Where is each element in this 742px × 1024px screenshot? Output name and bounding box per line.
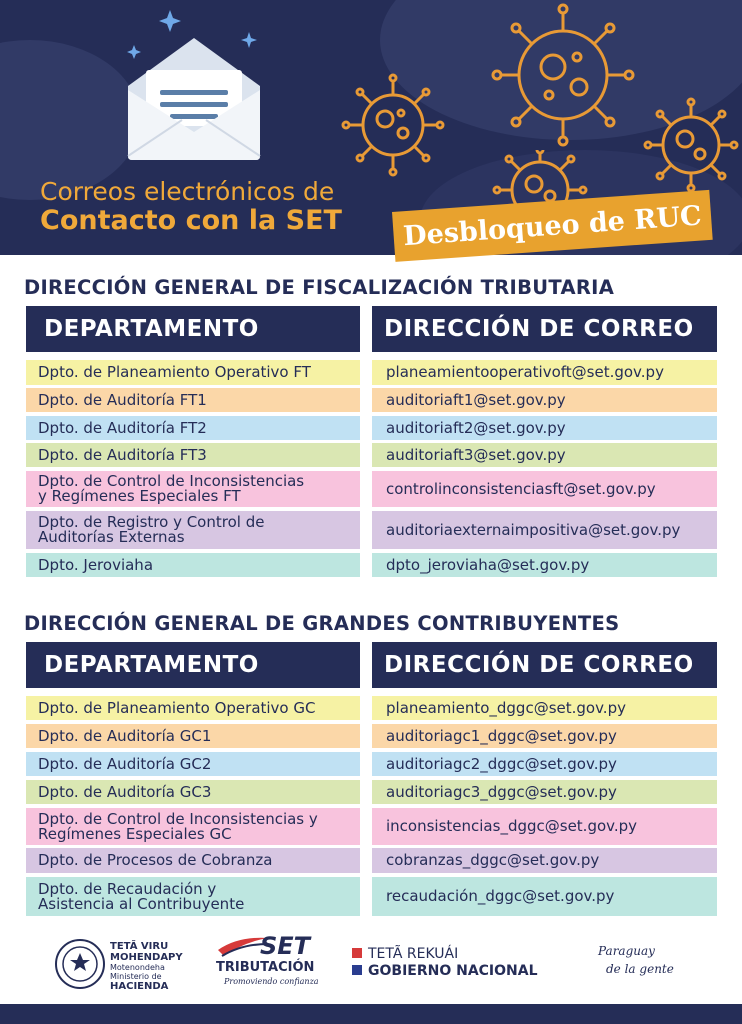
gobierno-logo-line2: GOBIERNO NACIONAL <box>368 963 538 979</box>
department-name-line1: Dpto. Jeroviaha <box>38 555 154 574</box>
header-title <box>40 178 342 236</box>
department-name <box>38 418 207 437</box>
department-name-line1: Dpto. de Auditoría GC1 <box>38 726 212 745</box>
department-cell <box>26 877 360 916</box>
department-cell <box>26 553 360 577</box>
hacienda-logo-line2: MOHENDAPY <box>110 952 183 963</box>
email-link[interactable]: inconsistencias_dggc@set.gov.py <box>386 817 638 835</box>
department-cell <box>26 808 360 845</box>
email-link[interactable]: planeamiento_dggc@set.gov.py <box>386 698 626 717</box>
department-name <box>38 390 207 409</box>
department-cell <box>26 511 360 549</box>
column-header-department: DEPARTAMENTO <box>26 642 360 688</box>
department-name-line1: Dpto. de Procesos de Cobranza <box>38 851 273 869</box>
department-name <box>38 754 212 773</box>
department-name-line2: Regímenes Especiales GC <box>38 824 232 843</box>
column-header-email: DIRECCIÓN DE CORREO <box>372 642 717 688</box>
email-cell <box>372 724 717 748</box>
department-cell <box>26 360 360 385</box>
gobierno-logo-line1: TETÃ REKUÁI <box>368 946 459 962</box>
email-link[interactable]: controlinconsistenciasft@set.gov.py <box>386 479 656 498</box>
email-cell <box>372 696 717 720</box>
department-cell <box>26 696 360 720</box>
email-cell <box>372 808 717 845</box>
footer-bar <box>0 1004 742 1024</box>
desbloqueo-badge: Desbloqueo de RUC <box>392 190 713 262</box>
department-name-line1: Dpto. de Auditoría GC3 <box>38 782 212 801</box>
email-link[interactable]: auditoriagc3_dggc@set.gov.py <box>386 782 617 801</box>
department-name-line1: Dpto. de Auditoría GC2 <box>38 754 212 773</box>
department-name-line1: Dpto. de Auditoría FT1 <box>38 390 207 409</box>
email-cell <box>372 416 717 440</box>
background-blob <box>0 40 140 200</box>
set-logo: SET <box>260 932 311 960</box>
department-name <box>38 474 304 504</box>
email-cell <box>372 877 717 916</box>
hacienda-logo-line3: Motenondeha <box>110 963 165 972</box>
set-logo-slogan: Promoviendo confianza <box>224 977 319 986</box>
email-link[interactable]: auditoriagc1_dggc@set.gov.py <box>386 726 617 745</box>
hacienda-seal-icon <box>54 938 106 990</box>
header-title-line2: Contacto con la SET <box>40 205 342 236</box>
column-header-department: DEPARTAMENTO <box>26 306 360 352</box>
department-name-line1: Dpto. de Auditoría FT2 <box>38 418 207 437</box>
envelope-icon <box>120 8 270 166</box>
email-cell <box>372 780 717 804</box>
hacienda-logo-line1: TETÃ VIRU <box>110 941 169 952</box>
department-name <box>38 853 272 868</box>
hacienda-logo-line4: Ministerio de <box>110 972 162 981</box>
department-name-line1: Dpto. de Planeamiento Operativo GC <box>38 698 316 717</box>
department-name-line2: Auditorías Externas <box>38 528 185 546</box>
set-logo-subtitle: TRIBUTACIÓN <box>216 960 315 975</box>
virus-icon <box>642 96 740 194</box>
email-link[interactable]: cobranzas_dggc@set.gov.py <box>386 851 600 869</box>
section-title-grandes-contribuyentes: DIRECCIÓN GENERAL DE GRANDES CONTRIBUYENTES <box>24 612 620 635</box>
email-cell <box>372 471 717 507</box>
email-link[interactable]: dpto_jeroviaha@set.gov.py <box>386 555 590 574</box>
email-link[interactable]: auditoriaft2@set.gov.py <box>386 418 566 437</box>
department-name <box>38 782 212 801</box>
department-name-line1: Dpto. de Registro y Control de <box>38 513 265 531</box>
department-name-line1: Dpto. de Planeamiento Operativo FT <box>38 363 311 381</box>
hacienda-logo-line5: HACIENDA <box>110 981 169 992</box>
virus-icon <box>340 72 446 178</box>
section-title-fiscalizacion: DIRECCIÓN GENERAL DE FISCALIZACIÓN TRIBUTARIA <box>24 276 615 299</box>
department-cell <box>26 388 360 412</box>
email-link[interactable]: auditoriaft1@set.gov.py <box>386 390 566 409</box>
department-name <box>38 515 264 545</box>
department-name <box>38 555 154 574</box>
department-cell <box>26 780 360 804</box>
department-name <box>38 698 316 717</box>
paraguay-logo-line1: Paraguay <box>598 944 655 958</box>
email-cell <box>372 553 717 577</box>
department-name-line1: Dpto. de Auditoría FT3 <box>38 445 207 464</box>
department-cell <box>26 443 360 467</box>
department-cell <box>26 471 360 507</box>
email-link[interactable]: auditoriagc2_dggc@set.gov.py <box>386 754 617 773</box>
flag-blue-square <box>352 965 362 975</box>
virus-icon <box>490 2 636 148</box>
column-header-email: DIRECCIÓN DE CORREO <box>372 306 717 352</box>
department-cell <box>26 724 360 748</box>
department-name-line1: Dpto. de Control de Inconsistencias y <box>38 809 318 828</box>
department-name <box>38 809 318 843</box>
email-cell <box>372 443 717 467</box>
hacienda-logo <box>110 941 183 992</box>
email-cell <box>372 360 717 385</box>
email-link[interactable]: planeamientooperativoft@set.gov.py <box>386 363 664 381</box>
email-cell <box>372 511 717 549</box>
department-name <box>38 365 311 380</box>
email-link[interactable]: auditoriaft3@set.gov.py <box>386 445 566 464</box>
department-name-line1: Dpto. de Recaudación y <box>38 879 217 898</box>
department-cell <box>26 848 360 873</box>
email-link[interactable]: recaudación_dggc@set.gov.py <box>386 887 615 905</box>
department-name <box>38 879 245 913</box>
email-link[interactable]: auditoriaexternaimpositiva@set.gov.py <box>386 520 681 539</box>
department-name <box>38 445 207 464</box>
email-cell <box>372 388 717 412</box>
email-cell <box>372 848 717 873</box>
paraguay-logo-line2: de la gente <box>606 962 674 976</box>
header-title-line1: Correos electrónicos de <box>40 177 335 206</box>
department-cell <box>26 752 360 776</box>
department-cell <box>26 416 360 440</box>
department-name-line2: Asistencia al Contribuyente <box>38 894 245 913</box>
department-name-line1: Dpto. de Control de Inconsistencias <box>38 472 305 490</box>
department-name-line2: y Regímenes Especiales FT <box>38 487 241 505</box>
department-name <box>38 726 212 745</box>
email-cell <box>372 752 717 776</box>
flag-red-square <box>352 948 362 958</box>
